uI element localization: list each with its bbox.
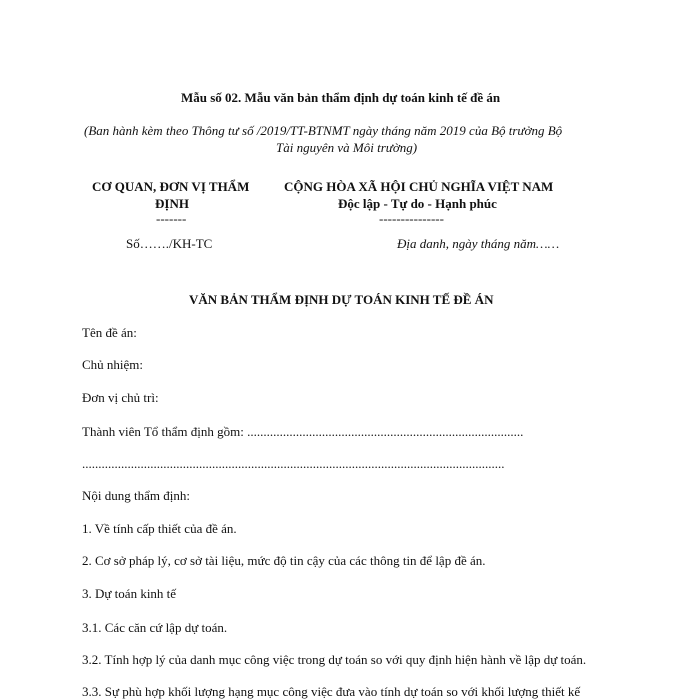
project-name-field: Tên đề án: bbox=[82, 325, 137, 340]
item-economic-estimate: 3. Dự toán kinh tế bbox=[82, 586, 177, 601]
item-legal-basis: 2. Cơ sở pháp lý, cơ sở tài liệu, mức độ tin cậy của các thông tin để lập đề án. bbox=[82, 553, 486, 568]
members-continued: .................................................................................................................................. bbox=[82, 456, 505, 471]
issued-note-line2: Tài nguyên và Môi trường) bbox=[276, 140, 418, 155]
document-number: Số……./KH-TC bbox=[126, 236, 213, 251]
item-necessity: 1. Về tính cấp thiết của đề án. bbox=[82, 521, 237, 536]
manager-field: Chủ nhiệm: bbox=[82, 357, 144, 372]
form-title: Mẫu số 02. Mẫu văn bản thẩm định dự toán kinh tế đề án bbox=[181, 90, 501, 105]
item-estimate-bases: 3.1. Các căn cứ lập dự toán. bbox=[82, 620, 228, 635]
agency-name-line1: CƠ QUAN, ĐƠN VỊ THẨM bbox=[92, 179, 250, 194]
issued-note-line1: (Ban hành kèm theo Thông tư số /2019/TT-BTNMT ngày tháng năm 2019 của Bộ trưởng Bộ bbox=[84, 123, 563, 138]
motto-separator: --------------- bbox=[379, 211, 444, 226]
members-field: Thành viên Tổ thẩm định gồm: ..................................................................................... bbox=[82, 424, 524, 439]
agency-separator: ------- bbox=[156, 211, 187, 226]
main-title: VĂN BẢN THẨM ĐỊNH DỰ TOÁN KINH TẾ ĐỀ ÁN bbox=[189, 292, 494, 307]
item-volume-conformity: 3.3. Sự phù hợp khối lượng hạng mục công việc đưa vào tính dự toán so với khối lượng thiết kế bbox=[82, 684, 581, 699]
host-unit-field: Đơn vị chủ trì: bbox=[82, 390, 159, 405]
item-task-list-reasonableness: 3.2. Tính hợp lý của danh mục công việc trong dự toán so với quy định hiện hành về lập dự toán. bbox=[82, 652, 587, 667]
content-heading: Nội dung thẩm định: bbox=[82, 488, 190, 503]
nation-name: CỘNG HÒA XÃ HỘI CHỦ NGHĨA VIỆT NAM bbox=[284, 179, 554, 194]
agency-name-line2: ĐỊNH bbox=[155, 196, 189, 211]
place-and-date: Địa danh, ngày tháng năm…… bbox=[397, 236, 560, 251]
national-motto: Độc lập - Tự do - Hạnh phúc bbox=[338, 196, 497, 211]
